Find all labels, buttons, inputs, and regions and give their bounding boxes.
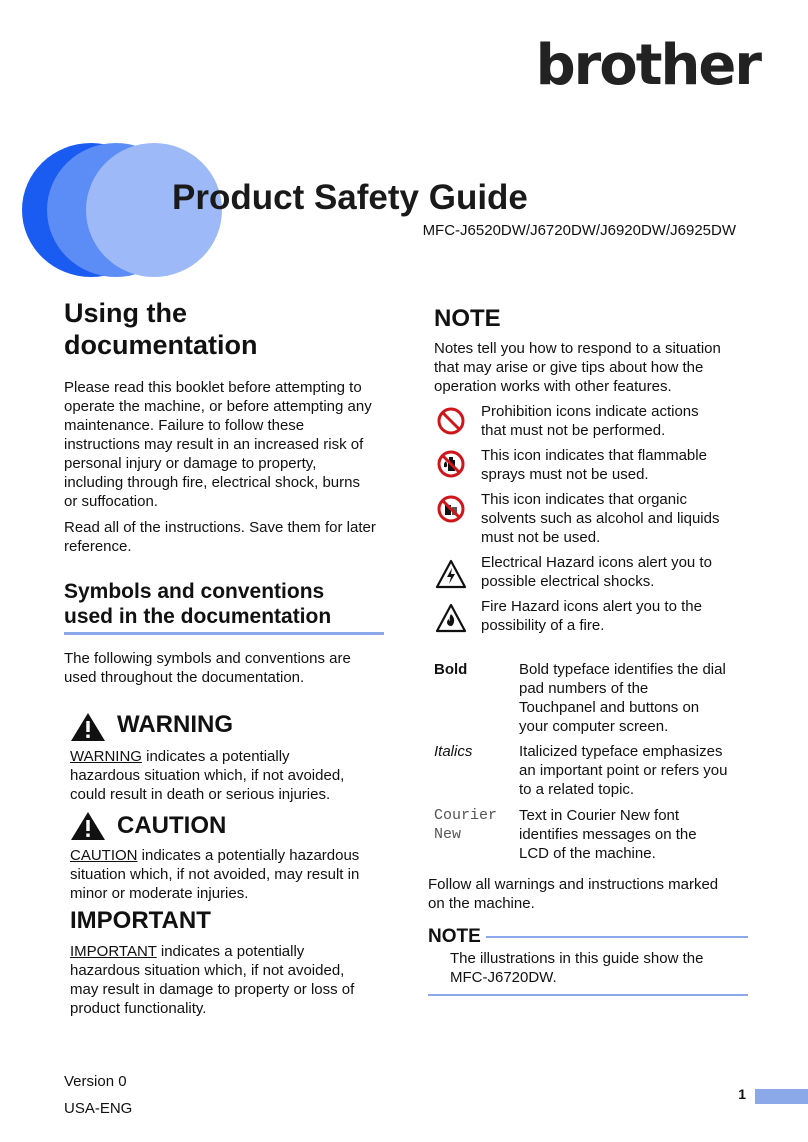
note2-bottom-rule bbox=[428, 994, 748, 996]
electrical-hazard-text: Electrical Hazard icons alert you to possible electrical shocks. bbox=[481, 554, 712, 590]
model-list: MFC-J6520DW/J6720DW/J6920DW/J6925DW bbox=[422, 222, 736, 239]
caution-title: CAUTION bbox=[117, 812, 227, 839]
follow-paragraph: Follow all warnings and instructions marked on the machine. bbox=[428, 876, 719, 912]
prohibition-text: Prohibition icons indicate actions that must not be performed. bbox=[481, 403, 699, 439]
symbols-intro: The following symbols and conventions are used throughout the documentation. bbox=[64, 650, 351, 686]
version-label: Version 0 bbox=[64, 1073, 127, 1090]
region-label: USA-ENG bbox=[64, 1100, 133, 1117]
prohibition-icon bbox=[436, 406, 466, 441]
no-flammable-spray-icon bbox=[436, 449, 466, 484]
warning-title: WARNING bbox=[117, 711, 233, 738]
convention-bold-desc: Bold typeface identifies the dial pad numbers of the Touchpanel and buttons on your computer screen. bbox=[519, 661, 726, 735]
note2-text: The illustrations in this guide show the MFC-J6720DW. bbox=[450, 950, 704, 986]
convention-courier-desc: Text in Courier New font identifies messages on the LCD of the machine. bbox=[519, 807, 697, 862]
no-organic-solvent-icon bbox=[436, 494, 466, 529]
page-title: Product Safety Guide bbox=[172, 178, 528, 217]
symbols-heading-rule bbox=[64, 632, 384, 635]
caution-triangle-icon bbox=[70, 811, 106, 846]
symbols-heading: Symbols and conventions used in the documentation bbox=[64, 580, 332, 628]
read-all-paragraph: Read all of the instructions. Save them for later reference. bbox=[64, 519, 376, 555]
convention-bold-term: Bold bbox=[434, 661, 468, 678]
intro-paragraph: Please read this booklet before attempting to operate the machine, or before attempting any maintenance. Failure to follow these instructions may result in an increased risk of personal injury or damage to property, including through fire, electrical shock, burns or suffocation. bbox=[64, 379, 372, 510]
note-heading: NOTE bbox=[434, 305, 501, 332]
convention-italics-desc: Italicized typeface emphasizes an important point or refers you to a related topic. bbox=[519, 743, 728, 798]
note2-top-rule bbox=[486, 936, 748, 938]
brother-logo: brother bbox=[535, 33, 760, 98]
convention-italics-term: Italics bbox=[434, 743, 473, 760]
caution-text: CAUTION indicates a potentially hazardous situation which, if not avoided, may result in minor or moderate injuries. bbox=[70, 847, 360, 902]
no-flammable-spray-text: This icon indicates that flammable sprays must not be used. bbox=[481, 447, 707, 483]
convention-courier-term: Courier New bbox=[434, 807, 498, 843]
note-text: Notes tell you how to respond to a situation that may arise or give tips about how the operation works with other features. bbox=[434, 340, 721, 395]
warning-triangle-icon bbox=[70, 712, 106, 747]
note2-heading: NOTE bbox=[428, 926, 481, 947]
electrical-hazard-icon bbox=[435, 559, 467, 594]
warning-text: WARNING indicates a potentially hazardous situation which, if not avoided, could result in death or serious injuries. bbox=[70, 748, 345, 803]
fire-hazard-text: Fire Hazard icons alert you to the possibility of a fire. bbox=[481, 598, 702, 634]
important-title: IMPORTANT bbox=[70, 907, 211, 934]
page-tab bbox=[755, 1089, 808, 1104]
fire-hazard-icon bbox=[435, 603, 467, 638]
no-organic-solvent-text: This icon indicates that organic solvents such as alcohol and liquids must not be used. bbox=[481, 491, 720, 546]
page-number: 1 bbox=[738, 1086, 746, 1102]
important-text: IMPORTANT indicates a potentially hazardous situation which, if not avoided, may result in damage to property or loss of product functionality. bbox=[70, 943, 355, 1017]
using-heading: Using the documentation bbox=[64, 298, 258, 360]
